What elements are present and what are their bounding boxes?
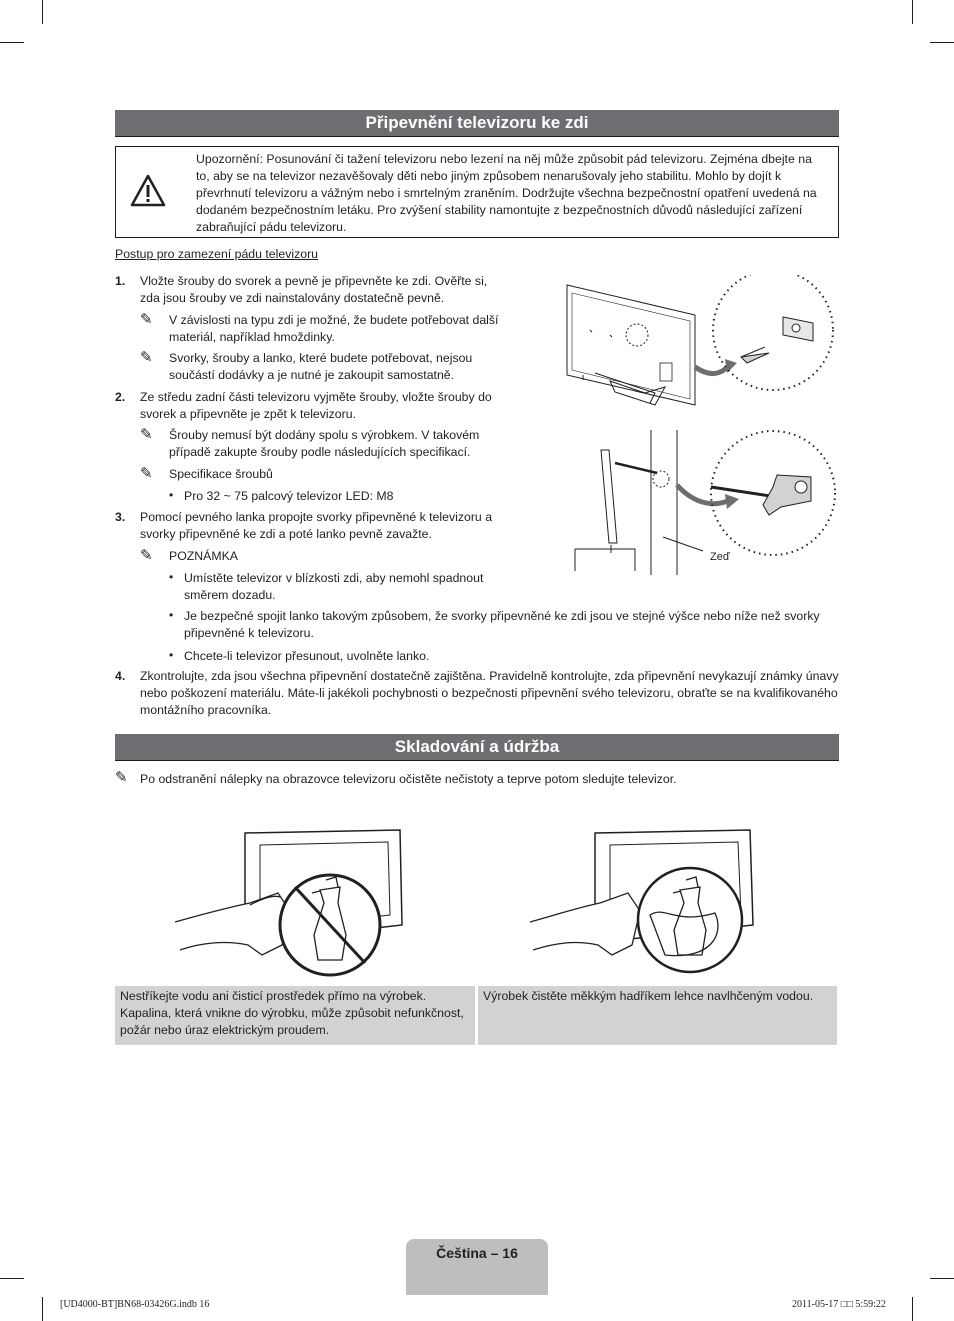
- crop-mark: [0, 1278, 24, 1279]
- warning-text: [196, 151, 826, 236]
- step-number: 1.: [115, 274, 126, 288]
- crop-mark: [912, 0, 913, 24]
- slug-right: 2011-05-17 □□ 5:59:22: [792, 1299, 886, 1310]
- zoom-circle: [713, 275, 833, 390]
- note-pencil-icon: ✎: [140, 465, 153, 482]
- tv-side-drawing: [575, 430, 703, 575]
- bullet-text: Pro 32 ~ 75 palcový televizor LED: M8: [184, 489, 394, 503]
- bullet: •: [169, 608, 174, 622]
- step-text: Zkontrolujte, zda jsou všechna připevnění dostatečně zajištěna. Pravidelně kontrolujte, zda připevnění nevykazují známky únavy nebo poškození materiálu. Máte-li jakékoli pochybnosti o bezpečnosti připevnění svého televizoru, obraťte se na kvalifikovaného montážního pracovníka.: [140, 669, 839, 717]
- hand-drawing: [530, 893, 640, 955]
- step-number: 2.: [115, 390, 126, 404]
- note-label: POZNÁMKA: [169, 549, 239, 563]
- step-text: Vložte šrouby do svorek a pevně je připevněte ke zdi. Ověřte si, zda jsou šrouby ve zdi nainstalovány dostatečně pevně.: [140, 274, 488, 305]
- caption-left: Nestříkejte vodu ani čisticí prostředek přímo na výrobek. Kapalina, která vnikne do výrobku, může způsobit nefunkčnost, požár nebo úraz elektrickým proudem.: [115, 986, 475, 1045]
- crop-mark: [42, 0, 43, 24]
- tv-back-drawing: [567, 285, 695, 405]
- hand-drawing: [175, 893, 290, 955]
- crop-mark: [0, 42, 24, 43]
- page-label: Čeština – 16: [436, 1245, 518, 1261]
- step-number: 3.: [115, 510, 126, 524]
- warning-box: [115, 146, 839, 238]
- caption-right: Výrobek čistěte měkkým hadříkem lehce navlhčeným vodou.: [478, 986, 837, 1045]
- bullet-text: Umístěte televizor v blízkosti zdi, aby nemohl spadnout směrem dozadu.: [184, 571, 484, 602]
- storage-note: Po odstranění nálepky na obrazovce televizoru očistěte nečistoty a teprve potom sledujte televizor.: [140, 772, 677, 786]
- note-pencil-icon: ✎: [115, 769, 128, 786]
- step-text: Pomocí pevného lanka propojte svorky připevněné k televizoru a svorky připevněné ke zdi a poté lanko pevně zavažte.: [140, 510, 493, 541]
- bullet: •: [169, 648, 174, 662]
- note-pencil-icon: ✎: [140, 547, 153, 564]
- allowed-circle: [638, 868, 742, 972]
- step-number: 4.: [115, 669, 126, 683]
- crop-mark: [930, 42, 954, 43]
- note-text: Šrouby nemusí být dodány spolu s výrobkem. V takovém případě zakupte šrouby podle následujících specifikací.: [169, 428, 480, 459]
- note-text: Svorky, šrouby a lanko, které budete potřebovat, nejsou součástí dodávky a je nutné je zakoupit samostatně.: [169, 351, 473, 382]
- arrow-head: [725, 359, 737, 373]
- wall-mount-illustration: [555, 275, 845, 575]
- warning-label: Upozornění: [196, 152, 260, 166]
- step-text: Ze středu zadní části televizoru vyjměte šrouby, vložte šrouby do svorek a připevněte je zpět k televizoru.: [140, 390, 492, 421]
- wall-label: Zeď: [710, 551, 730, 563]
- bullet: •: [169, 570, 174, 584]
- slug-left: [UD4000-BT]BN68-03426G.indb 16: [60, 1299, 210, 1310]
- cloth-cleaning-illustration: [525, 805, 765, 980]
- note-pencil-icon: ✎: [140, 311, 153, 328]
- note-text: V závislosti na typu zdi je možné, že budete potřebovat další materiál, například hmoždinky.: [169, 313, 499, 344]
- warning-body: : Posunování či tažení televizoru nebo lezení na něj může způsobit pád televizoru. Zejména dbejte na to, aby se na televizor nezavěšovaly děti nebo jiným způsobem nenarušovaly jeho stabilitu. Mohlo by dojít k převrhnutí televizoru a vážným nebo i smrtelným zraněním. Dodržujte všechna bezpečnostní opatření uvedená na dodaném bezpečnostním letáku. Pro zvýšení stability namontujte z bezpečnostních důvodů následující zařízení zabraňující pádu televizoru.: [196, 152, 817, 234]
- procedure-heading: Postup pro zamezení pádu televizoru: [115, 247, 319, 261]
- note-text: Specifikace šroubů: [169, 467, 273, 481]
- bracket-drawing: [741, 317, 813, 363]
- crop-mark: [42, 1297, 43, 1321]
- page-number-tab: [406, 1239, 548, 1295]
- section-title-wall-mount: Připevnění televizoru ke zdi: [115, 110, 839, 137]
- warning-triangle-icon: [130, 174, 166, 207]
- bullet-text: Je bezpečné spojit lanko takovým způsobem, že svorky připevněné ke zdi jsou ve stejné výšce nebo níže než svorky připevněné k televizoru.: [184, 609, 820, 640]
- section-title-storage: Skladování a údržba: [115, 734, 839, 761]
- spray-prohibited-illustration: [170, 825, 410, 980]
- crop-mark: [930, 1278, 954, 1279]
- arrow-head: [725, 494, 739, 509]
- note-pencil-icon: ✎: [140, 426, 153, 443]
- note-pencil-icon: ✎: [140, 349, 153, 366]
- bullet: •: [169, 488, 174, 502]
- bullet-text: Chcete-li televizor přesunout, uvolněte lanko.: [184, 649, 430, 663]
- crop-mark: [912, 1297, 913, 1321]
